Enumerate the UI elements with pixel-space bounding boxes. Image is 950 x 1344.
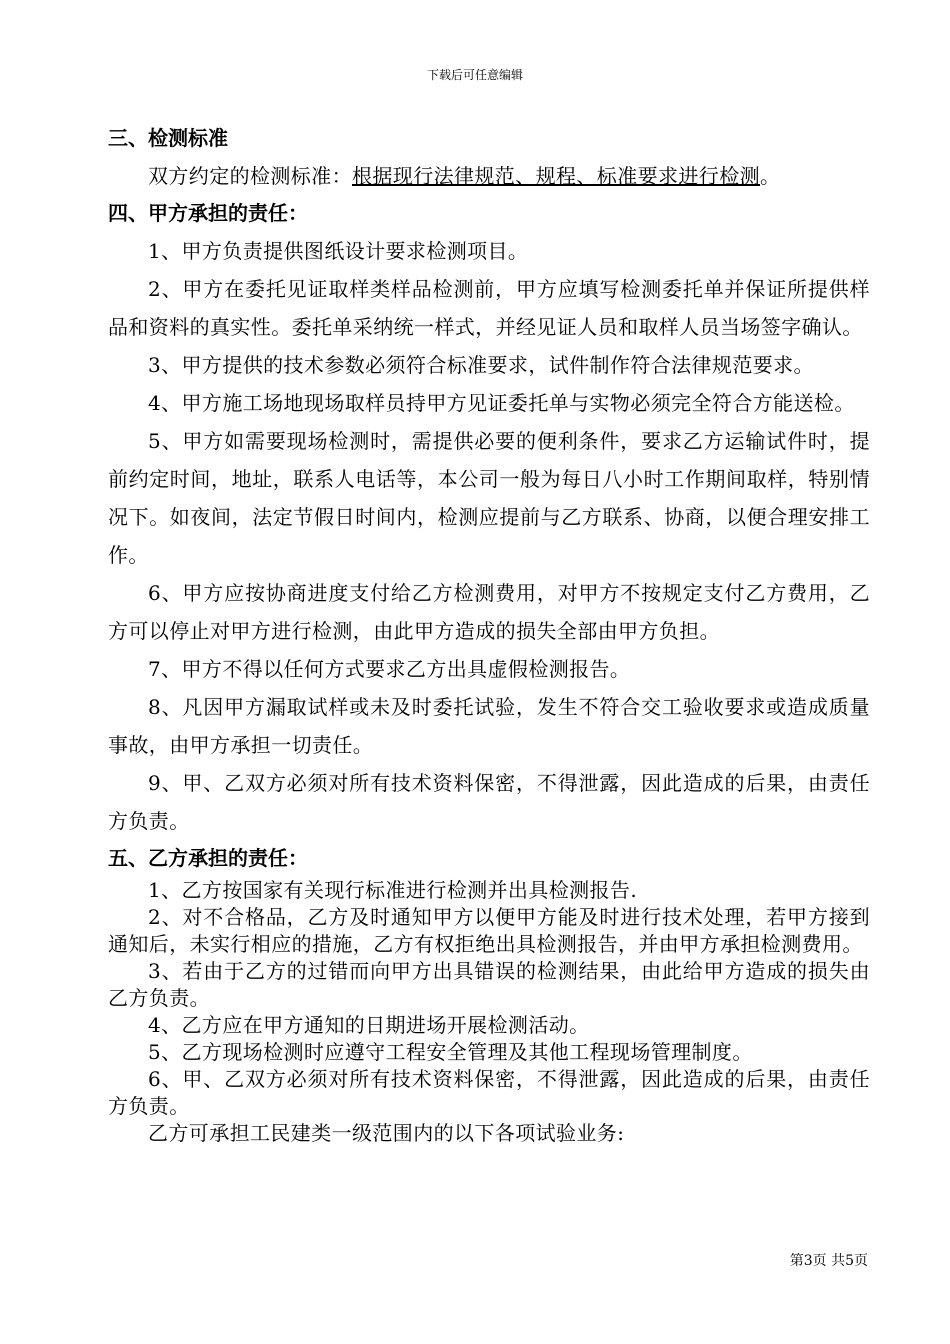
section-4-heading: 四、甲方承担的责任： xyxy=(108,201,308,225)
section-4-item-2: 2、甲方在委托见证取样类样品检测前，甲方应填写检测委托单并保证所提供样品和资料的真实性。委托单采纳统一样式，并经见证人员和取样人员当场签字确认。 xyxy=(108,277,870,339)
section-5-item-5: 5、乙方现场检测时应遵守工程安全管理及其他工程现场管理制度。 xyxy=(148,1040,753,1064)
page-header: 下载后可任意编辑 xyxy=(426,68,523,82)
page-number: 第3页 共5页 xyxy=(789,1253,868,1269)
section-3-heading: 三、检测标准 xyxy=(108,126,228,150)
section-5-item-6: 6、甲、乙双方必须对所有技术资料保密，不得泄露，因此造成的后果，由责任方负责。 xyxy=(108,1067,870,1118)
section-5-item-2: 2、对不合格品，乙方及时通知甲方以便甲方能及时进行技术处理，若甲方接到通知后，未实行相应的措施，乙方有权拒绝出具检测报告，并由甲方承担检测费用。 xyxy=(108,905,870,956)
section-4-item-9: 9、甲、乙双方必须对所有技术资料保密，不得泄露，因此造成的后果，由责任方负责。 xyxy=(108,771,870,833)
section-4-item-8: 8、凡因甲方漏取试样或未及时委托试验，发生不符合交工验收要求或造成质量事故，由甲方承担一切责任。 xyxy=(108,695,870,757)
section-5-scope-intro: 乙方可承担工民建类一级范围内的以下各项试验业务: xyxy=(148,1121,625,1145)
section-5-item-1: 1、乙方按国家有关现行标准进行检测并出具检测报告. xyxy=(148,878,638,902)
section-4-item-1: 1、甲方负责提供图纸设计要求检测项目。 xyxy=(148,239,529,263)
section-5-item-4: 4、乙方应在甲方通知的日期进场开展检测活动。 xyxy=(148,1013,590,1037)
section-4-item-7: 7、甲方不得以任何方式要求乙方出具虚假检测报告。 xyxy=(148,657,631,681)
section-4-item-5: 5、甲方如需要现场检测时，需提供必要的便利条件，要求乙方运输试件时，提前约定时间，地址，联系人电话等，本公司一般为每日八小时工作期间取样，特别情况下。如夜间，法定节假日时间内，检测应提前与乙方联系、协商，以便合理安排工作。 xyxy=(108,429,870,567)
section-5-item-3: 3、若由于乙方的过错而向甲方出具错误的检测结果，由此给甲方造成的损失由乙方负责。 xyxy=(108,959,870,1010)
section-3-paragraph xyxy=(108,157,870,195)
section-4-item-3: 3、甲方提供的技术参数必须符合标准要求，试件制作符合法律规范要求。 xyxy=(148,353,814,377)
standard-prefix: 双方约定的检测标准： xyxy=(148,164,352,188)
standard-underlined: 根据现行法律规范、规程、标准要求进行检测 xyxy=(352,164,760,188)
section-5-heading: 五、乙方承担的责任： xyxy=(108,846,308,870)
section-4-item-6: 6、甲方应按协商进度支付给乙方检测费用，对甲方不按规定支付乙方费用，乙方可以停止对甲方进行检测，由此甲方造成的损失全部由甲方负担。 xyxy=(108,581,870,643)
document-body xyxy=(108,120,870,1147)
section-4-item-4: 4、甲方施工场地现场取样员持甲方见证委托单与实物必须完全符合方能送检。 xyxy=(148,391,855,415)
standard-suffix: 。 xyxy=(760,164,781,188)
